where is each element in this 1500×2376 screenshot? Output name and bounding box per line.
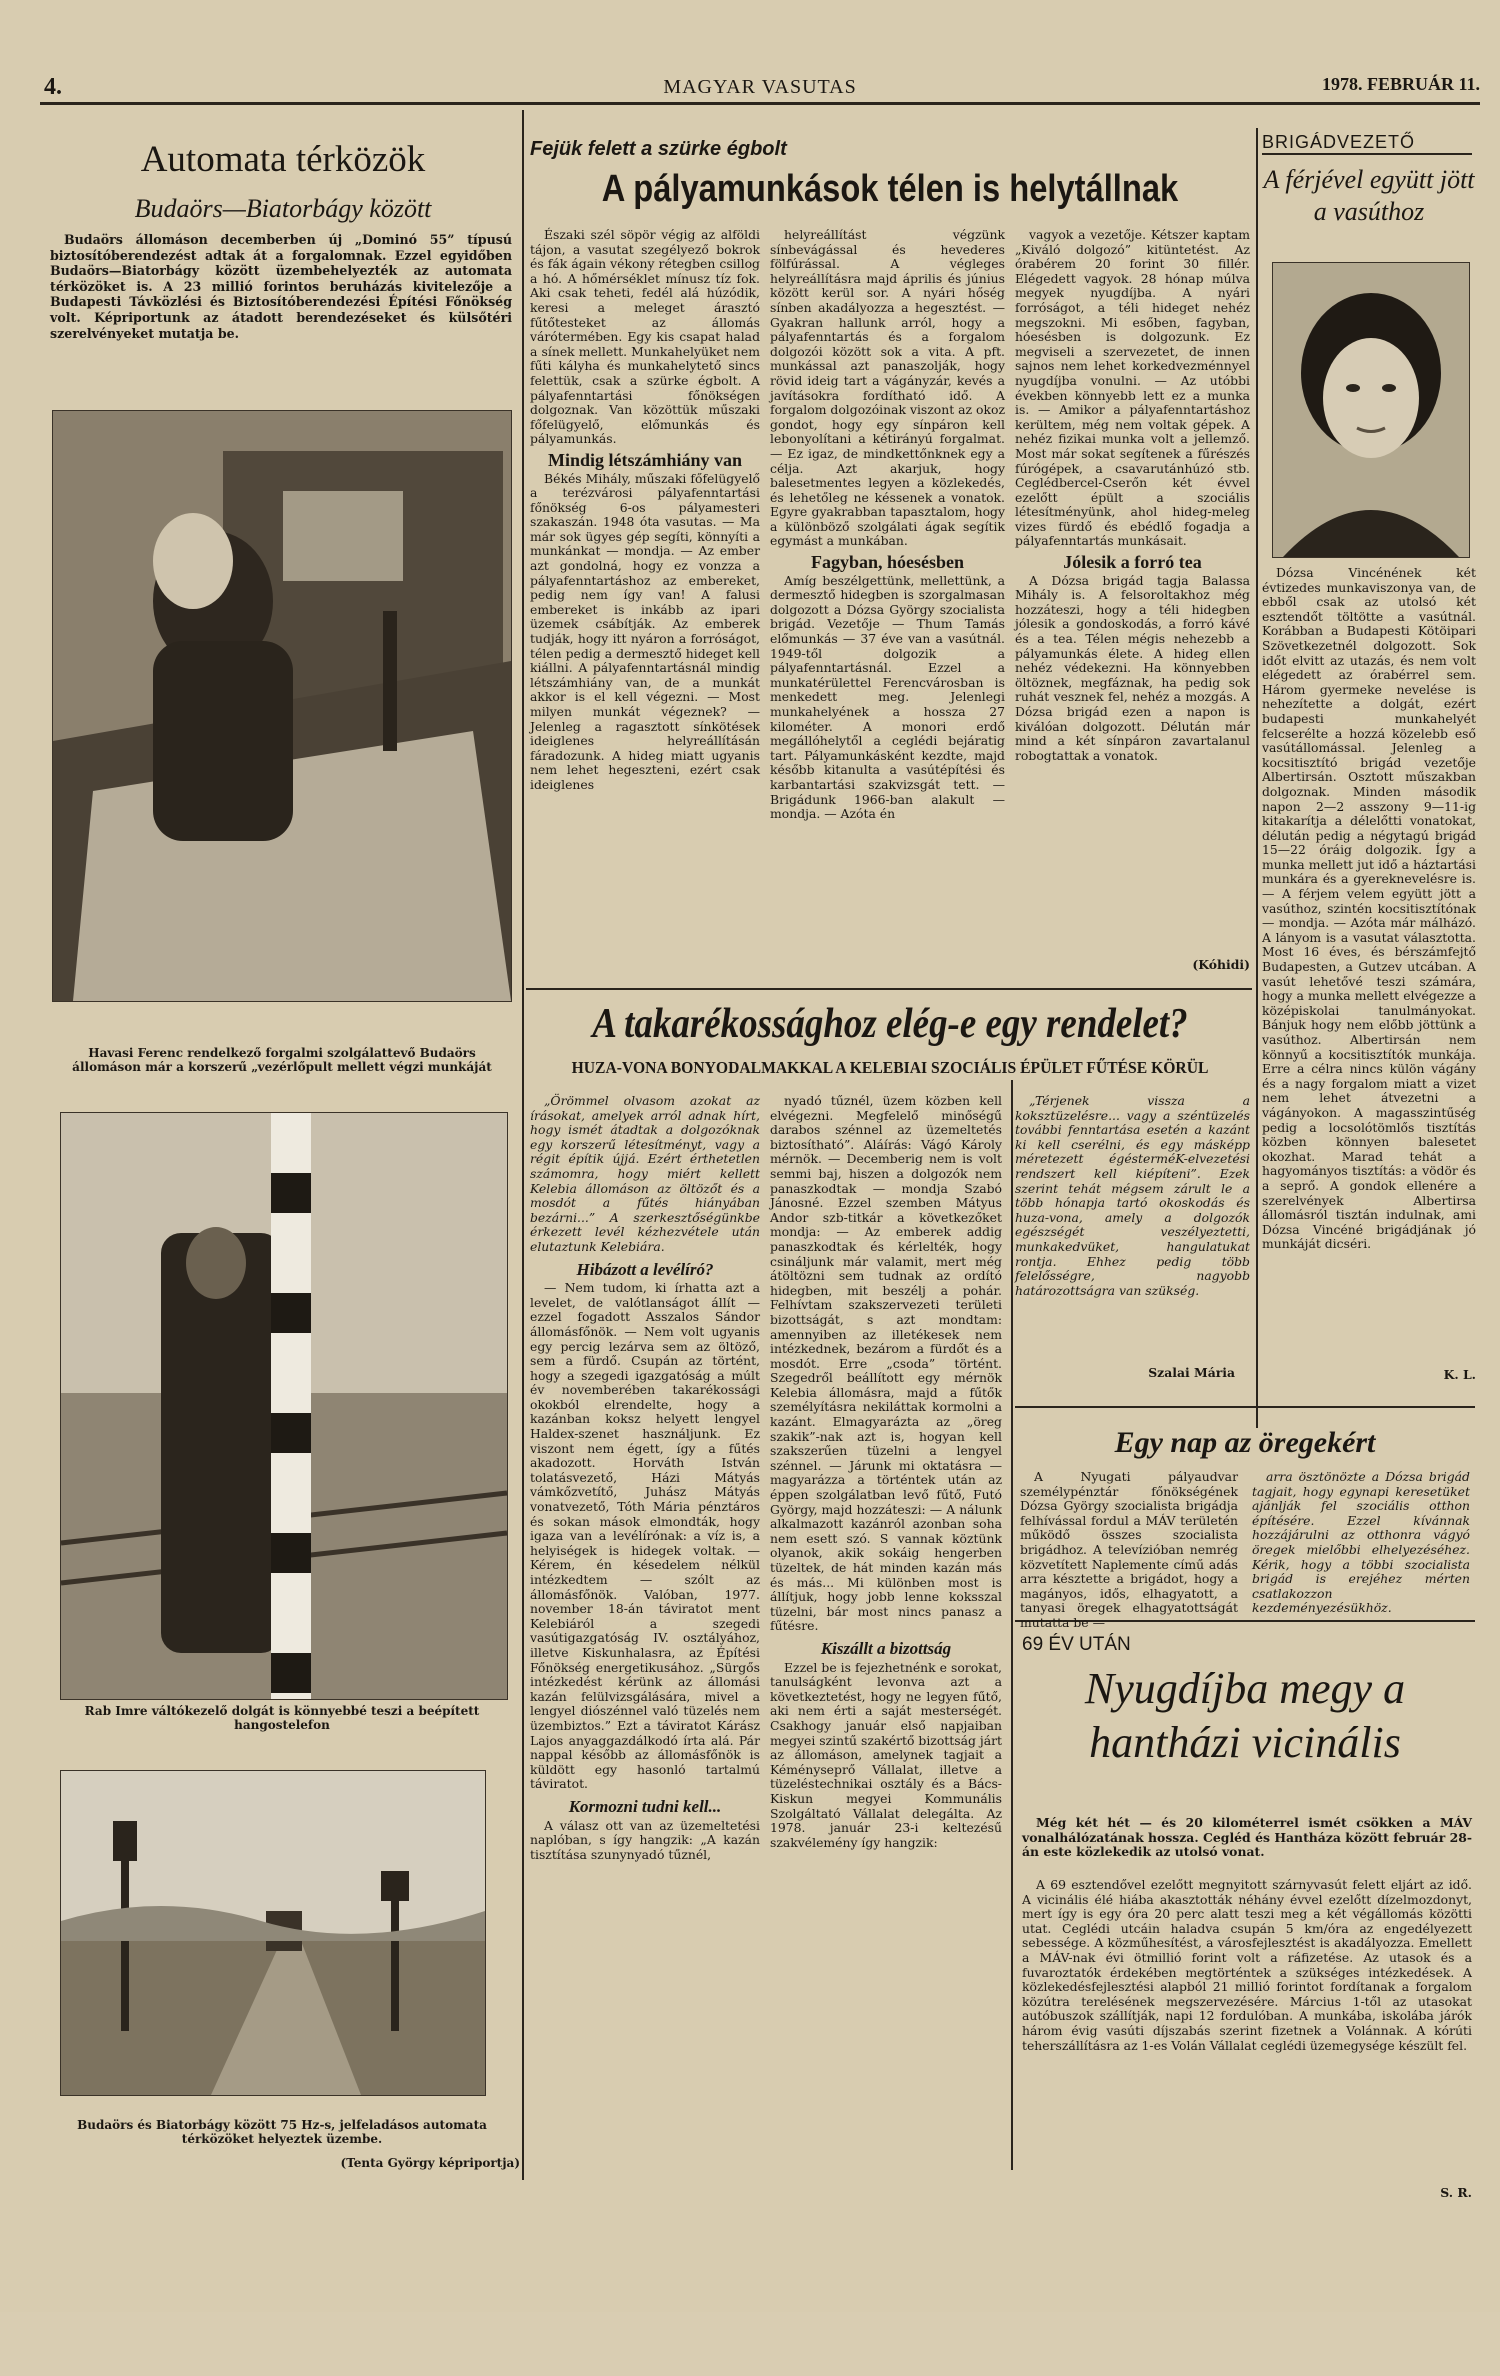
photo-caption: Budaörs és Biatorbágy között 75 Hz-s, jelfeladásos automata térközöket helyeztek üzembe. bbox=[77, 2118, 487, 2146]
article-signature: (Kóhidi) bbox=[1192, 957, 1250, 972]
portrait-photo bbox=[1272, 262, 1470, 558]
column-rule bbox=[1011, 1080, 1013, 2170]
article-column bbox=[1022, 1878, 1472, 2178]
body-paragraph: vagyok a vezetője. Kétszer kaptam „Kiváló dolgozó” kitüntetést. Az órabérem 20 forint 30 fillér. Elégedett vagyok. 28 hónap múlva megyek nyugdíjba. A nyári forróságot, a téli hideget nehéz megszokni. Mi esőben, fagyban, hóesésben is dolgozunk. Ez megviseli a szervezetet, de innen sajnos nem lehet korkedvezménnyel nyugdíjba vonulni. — Az utóbbi években könnyebb lett ez a munka is. — Amikor a pályafenntartáshoz kerültem, még nem voltak gépek. A nehéz fizikai munka volt a jellemző. Most már sokat segítenek a fűrészés fúrógépek, a csavarutánhúzó stb. Ceglédbercel-Cserőn két évvel ezelőtt épült a szociális létesítményünk, ahol hideg-meleg vizes fürdő és ebédlő fogadja a pályafenntartás munkásait. bbox=[1015, 227, 1250, 549]
article-column bbox=[530, 1094, 760, 2174]
article-column bbox=[1252, 1469, 1470, 1616]
column-rule bbox=[522, 110, 524, 2180]
photo-automatic-block bbox=[60, 1770, 486, 2096]
body-paragraph: helyreállítást végzünk sínbevágással és hevederes fölfúrással. A végleges helyreállításra majd április és június között kerül sor. A nyári hőség sínben akadályozza a hegesztést. — Gyakran hallunk arról, hogy a pályafenntartás és a forgalom dolgozói között sok a vita. A pft. munkással azt panaszolják, hogy rövid ideig tart a vágányzár, kevés a javításokra fordítható idő. A forgalom dolgozóinak viszont az okoz gondot, hogy egy sínpáron kell lebonyolítani a kétirányú forgalmat. — Ez igaz, de mindkettőnknek egy a célja. Azt akarjuk, hogy balesetmentes legyen a közlekedés, és lehetőleg ne késsenek a vonatok. Egyre gyakrabban tapasztalom, hogy a különböző szolgálati ágak segítik egymást a munkában. bbox=[770, 227, 1005, 549]
body-paragraph: Amíg beszélgettünk, mellettünk, a dermesztő hidegben is szorgalmasan dolgozott a Dózsa György szocialista brigád. Vezetője — Thum Tamás előmunkás — 37 éve van a vasútnál. 1949-től dolgozik a pályafenntartásnál. Ezzel a munkatérülettel Ferencvárosban is menkedett meg. Jelenlegi munkahelyének a hossza 27 kilométer. A monori erdő megállóhelytől a ceglédi bejáratig tart. Pályamunkásként kezdte, majd később kitanulta a vasútépítési és karbantartási szakvizsgát tett. — Brigádunk 1966-ban alakult — mondja. — Azóta én bbox=[770, 572, 1005, 822]
article-column bbox=[770, 1094, 1002, 2174]
photo-control-panel bbox=[52, 410, 512, 1002]
section-heading: Mindig létszámhiány van bbox=[547, 449, 743, 470]
body-paragraph: A Nyugati pályaudvar személypénztár főnökségének Dózsa György szocialista brigádja felhívással fordul a MÁV területén működő összes szocialista brigádhoz. A televízióban nemrég közvetített Naplemente című adás arra késztette a brigádot, hogy a magányos, idős, elhagyatott, a tanyasi öregek elhagyatottságát mutatta be — bbox=[1020, 1469, 1238, 1630]
body-paragraph: „Örömmel olvasom azokat az írásokat, amelyek arról adnak hírt, hogy ismét átadtak a dolgozóknak egy korszerű létesítményt, vagy a régit építik újjá. Ezért érthetetlen számomra, hogy miért kellett Kelebia állomáson az öltözőt és a mosdót a fűtés hiányában bezárni...” A szerkesztőségünkbe érkezett levél kézhezvétele után elutaztunk Kelebiára. bbox=[530, 1093, 760, 1254]
article-column bbox=[1015, 228, 1250, 953]
section-heading: Jólesik a forró tea bbox=[1063, 552, 1202, 573]
article-kicker: 69 ÉV UTÁN bbox=[1022, 1634, 1131, 1655]
article-signature: Szalai Mária bbox=[1148, 1365, 1235, 1380]
article-column bbox=[530, 228, 760, 978]
lead-paragraph: Még két hét — és 20 kilométerrel ismét csökken a MÁV vonalhálózatának hossza. Cegléd és Hantháza között február 28-án este közlekedik az utolsó vonat. bbox=[1022, 1815, 1472, 1860]
body-paragraph: A Dózsa brigád tagja Balassa Mihály is. A felsoroltakhoz még hozzáteszi, hogy a téli hidegben jólesik a gondoskodás, a forró kávé és a tea. Télen mégis nehezebb a pályamunkás élete. A hideg ellen nehéz védekezni. Ha könnyebben öltöznek, megfáznak, ha pedig sok ruhát vesznek fel, nehéz a mozgás. A Dózsa brigád ezen a napon is kiválóan dolgozott. Délután már mind a két sínpáron zavartalanul robogtattak a vonatok. bbox=[1015, 572, 1250, 763]
photo-image bbox=[1273, 263, 1469, 557]
section-rule bbox=[526, 988, 1252, 990]
page-header bbox=[40, 68, 1480, 105]
photo-image bbox=[61, 1113, 507, 1699]
body-paragraph: Ezzel be is fejezhetnénk e sorokat, tanulságként levonva azt a következtetést, hogy ne legyen fűtő, aki nem érti a saját mesterségét. Csakhogy január első napjaiban megyei szintű szakértő bizottság járt az állomáson, amelynek tagjait a Kéményseprő Vállalat, illetve a tüzeléstechnikai osztály és a Bács-Kiskun megyei Kommunális Szolgáltató Vállalat delegálta. Az 1978. január 23-i keltezésű szakvélemény így hangzik: bbox=[770, 1659, 1002, 1850]
column-rule bbox=[1256, 128, 1258, 1428]
issue-date: 1978. FEBRUÁR 11. bbox=[1321, 74, 1480, 94]
article-body bbox=[50, 232, 512, 382]
photo-image bbox=[53, 411, 511, 1001]
body-paragraph: Északi szél söpör végig az alföldi tájon, a vasutat szegélyező bokrok és fák ágain vékony rétegben csillog a hó. A hőmérséklet mínusz tíz fok. Aki csak teheti, fedél alá húzódik, keresi a meleget árasztó fűtőtesteket az állomás várótermében. Egy kis csapat halad a sínek mellett. Munkahelyüket nem fűti kályha és munkahelytető sincs felettük, csak a szürke égbolt. A pályafenntartási főnökségen dolgoznak. Van közöttük műszaki főfelügyelő, előmunkás és pályamunkás. bbox=[530, 227, 760, 447]
article-subtitle: Budaörs—Biatorbágy között bbox=[134, 194, 432, 223]
article-title: A pályamunkások télen is helytállnak bbox=[601, 168, 1179, 210]
article-kicker: BRIGÁDVEZETŐ bbox=[1262, 132, 1472, 155]
page-number: 4. bbox=[44, 74, 62, 100]
section-heading: Kormozni tudni kell... bbox=[568, 1796, 722, 1816]
body-paragraph: „Térjenek vissza a koksztüzelésre... vagy a széntüzelés további fenntartása esetén a kazánt ki kell cserélni, és egy másképp méretezett égésterméK-elvezetési rendszert kell kiépíteni”. Ezek szerint tehát mégsem zárult le a több hónapja tartó okoskodás és huza-vona, amely a dolgozók egészségét veszélyeztetti, munkakedvüket, hangulatukat rontja. Ehhez pedig több felelősségre, nagyobb határozottságra van szükség. bbox=[1015, 1093, 1250, 1298]
photo-credit: (Tenta György képriportja) bbox=[340, 2156, 520, 2170]
publication-name: MAGYAR VASUTAS bbox=[663, 76, 857, 98]
photo-image bbox=[61, 1771, 485, 2095]
body-paragraph: — Nem tudom, ki írhatta azt a levelet, de valótlanságot állít — ezzel fogadott Asszalos Sándor állomásfőnök. — Nem volt ugyanis egy percig lezárva sem az öltöző, sem a fürdő. Csupán az történt, hogy a szegedi igazgatóság a múlt év novemberében takarékossági okokból elrendelte, hogy a kazánban koksz helyett lengyel Haldex-szenet használjunk. Ez viszont nem égett, így a fűtés akadozott. Horváth István tolatásvezető, Házi Mátyás vámkőzvetítő, Juhász Mátyás vonatvezető, Tóth Mária pénztáros és sokan mások elmondták, hogy igaza van a levélírónak: a víz is, a helyiségek is hidegek voltak. — Kérem, én késedelem nélkül intézkedtem — szólt az állomásfőnök. Valóban, 1977. november 18-án táviratot ment Kelebiáról a szegedi vasútigazgatóság IV. osztályához, illetve Kiskunhalasra, az Építési Főnökség energetikusához. „Sürgős intézkedést kérünk az állomási kazán felülvizsgálására, mivel a lengyel diószénnel való tüzelés nem üzembiztos.” Ezt a táviratot Kárász Lajos anyaggazdálkodó írta alá. Pár nappal később az állomásfőnök is küldött egy hasonló tartalmú táviratot. bbox=[530, 1280, 760, 1792]
section-heading: Kiszállt a bizottság bbox=[820, 1638, 952, 1658]
body-paragraph: A válasz ott van az üzemeltetési naplóban, s így hangzik: „A kazán tisztítása szunynyadó tűznél, bbox=[530, 1817, 760, 1862]
section-heading: Fagyban, hóesésben bbox=[810, 552, 965, 573]
article-title: A takarékossághoz elég-e egy rendelet? bbox=[592, 1001, 1188, 1047]
article-column bbox=[1020, 1469, 1238, 1630]
article-column bbox=[1015, 1094, 1250, 1384]
article-subtitle: HUZA-VONA BONYODALMAKKAL A KELEBIAI SZOCIÁLIS ÉPÜLET FŰTÉSE KÖRÜL bbox=[571, 1058, 1209, 1077]
article-title: Nyugdíjba megy a hantházi vicinális bbox=[1084, 1664, 1406, 1767]
body-paragraph: A 69 esztendővel ezelőtt megnyitott szárnyvasút felett eljárt az idő. A vicinális élé hiába akasztották néhány évvel ezelőtt dízelmozdonyt, mert így is egy óra 20 perc alatt teszi meg a két végállomás közötti utat. Ceglédi utcáin haladva csupán 5 km/óra az engedélyezett sebessége. A közműhesítést, a városfejlesztést is akadályozza. Emellett a MÁV-nak évi ötmillió forint volt a ráfizetése. Az utasok és a fuvaroztatók érdekében megtörténtek a szükséges intézkedések. A közlekedésfejlesztési alapból 21 millió forintot fordítanak a forgalom közútra terelésének megszervezésére. Március 1-től az utasokat autóbuszok szállítják, napi 12 fordulóban. A munkába, iskolába járók három évig vasúti díjszabás szerint fizetnek a Volánnak. A kórúti teherszállításra az 1-es Volán Vállalat ceglédi üzemegysége készült fel. bbox=[1022, 1877, 1472, 2053]
body-paragraph: Budaörs állomáson decemberben új „Dominó 55” típusú biztosítóberendezést adtak át a forgalomnak. Ezzel egyidőben Budaörs—Biatorbágy között üzembehelyezték az automata térközöket is. A 23 millió forintos beruházás kivitelezője a Budapesti Távközlési és Biztosítóberendezési Építési Főnökség volt. Képriportunk az átadott berendezéseket és külsőtéri szerelvényeket mutatja be. bbox=[50, 232, 512, 341]
article-lead bbox=[1022, 1816, 1472, 1876]
article-column bbox=[770, 228, 1005, 978]
photo-caption: Rab Imre váltókezelő dolgát is könnyebbé teszi a beépített hangostelefon bbox=[84, 1704, 480, 1732]
article-signature: S. R. bbox=[1440, 2185, 1472, 2200]
body-paragraph: Békés Mihály, műszaki főfelügyelő a terézvárosi pályafenntartási főnökség 6-os pályamesteri szakaszán. 1948 óta vasutas. — Ma már sok ügyes gép segíti, könnyíti a munkánkat — mondja. — Az ember azt gondolná, hogy ez vonzza a pályafenntartáshoz az embereket, pedig nem így van! A falusi embereket is inkább az ipari üzemek csábítják. Az emberek tudják, hogy itt nyáron a forróságot, télen pedig a dermesztő hideget kell kiállni. A pályafenntartásnál mindig létszámhiány van, de a munkát akkor is el kell végezni. — Most milyen munkát végeznek? — Jelenleg a ragasztott sínkötések ideiglenes helyreállításán fáradozunk. A hideg miatt ugyanis nem lehet hegeszteni, ezért csak ideiglenes bbox=[530, 470, 760, 792]
article-signature: K. L. bbox=[1443, 1367, 1476, 1382]
article-kicker: Fejük felett a szürke égbolt bbox=[530, 138, 787, 160]
article-title: A férjével együtt jött a vasúthoz bbox=[1263, 165, 1475, 226]
article-title: Egy nap az öregekért bbox=[1114, 1426, 1376, 1459]
article-title: Automata térközök bbox=[140, 139, 426, 180]
body-paragraph: arra ösztönözte a Dózsa brigád tagjait, hogy egynapi keresetüket ajánlják fel szociális otthon építésére. Ezzel kívánnak hozzájárulni az otthonra vágyó öregek mielőbbi elhelyezéséhez. Kérik, hogy a többi szocialista brigád is erejéhez mérten csatlakozzon kezdeményezésükhöz. bbox=[1252, 1469, 1470, 1616]
section-heading: Hibázott a levélíró? bbox=[576, 1259, 714, 1279]
photo-caption: Havasi Ferenc rendelkező forgalmi szolgálattevő Budaörs állomáson már a korszerű „vezérlőpult mellett végzi munkáját bbox=[72, 1046, 492, 1074]
body-paragraph: nyadó tűznél, üzem közben kell elvégezni. Megfelelő minőségű darabos szénnel az üzemeltetés biztosítható”. Aláírás: Vágó Károly mérnök. — Decemberig nem is volt semmi baj, hiszen a dolgozók nem panaszkodtak — mondja Szabó Jánosné. Ezzel szemben Mátyus Andor szb-titkár a következőket mondja: — Az emberek addig panaszkodtak és kérlelték, hogy csináljunk már valamit, mert még átöltözni sem tudnak az ordító hidegben, mit beszélj a pohár. Felhívtam szakszervezeti területi bizottságát, s azt mondtam: amennyiben az illetékesek nem intézkednek, bezárom a fürdőt és a mosdót. Erre „csoda” történt. Szegedről beállított egy mérnök Kelebia állomásra, majd a fűtők személyításra nekiláttak kormolni a kazánt. Elmagyarázta az „öreg szakik”-nak azt is, hogyan kell szakszerűen tüzelni a lengyel szénnel. — Járunk mi oktatásra — magyarázza a történtek után az éppen szolgálatban levő fűtő, Futó György, majd hozzáteszi: — A nálunk alkalmazott kazánról azonban soha nem esett szó. S vannak köztünk olyanok, akik sokáig hengerben tüzeltek, de hát minden kazán más és más... Mi különben most is állítjuk, hogy jobb lenne koksszal tüzelni, bár most nincs panasz a fűtésre. bbox=[770, 1093, 1002, 1634]
body-paragraph: Dózsa Vincénének két évtizedes munkaviszonya van, de ebből csak az utolsó két esztendőt töltötte a vasútnál. Korábban a Budapesti Kötöipari Szövetkezetnél dolgozott. Sok időt elvitt az utazás, és nem volt elégedett az órabérrel sem. Három gyermeke nevelése is nehezítette a dolgát, ezért budapesti munkahelyét felcserélte a hozzá közelebb eső vasútállomással. Jelenleg a kocsitisztító brigád vezetője Albertirsán. Osztott műszakban dolgoznak. Minden második napon 2—2 asszony 9—11-ig kitakarítja a délelőtti vonatokat, délután pedig a négytagú brigád 15—22 óráig dolgozik. Így a munka mellett jut idő a háztartási munkára és a gyereknevelésre is. — A férjem velem együtt jött a vasúthoz, szintén kocsitisztítónak — mondja. — Azóta már málházó. A lányom is a vasutat választotta. Most 16 éves, és bérszámfejtő Budapesten, a Gutzev utcában. A vasút lehetővé teszi számára, hogy a munka mellett elvégezze a középiskolai tanulmányokat. Bánjuk hogy nem előbb jöttünk a vasúthoz. Albertirsán nem könnyű a kocsitisztítók munkája. Erre a célra nincs külön vágány és a nagy forgalom miatt a vizet nem lehet átvezetni a vágányokon. A magasszintűség pedig a locsolótömlős tisztítás közben könnyen balesetet okozhat. Marad tehát a hagyományos tisztítás: a vödör és a seprő. A gondok ellenére a szerelvények Albertirsa állomásról tisztán indulnak, ami Dózsa Vincéné brigádjának jó munkáját dicséri. bbox=[1262, 565, 1476, 1252]
photo-switchman bbox=[60, 1112, 508, 1700]
